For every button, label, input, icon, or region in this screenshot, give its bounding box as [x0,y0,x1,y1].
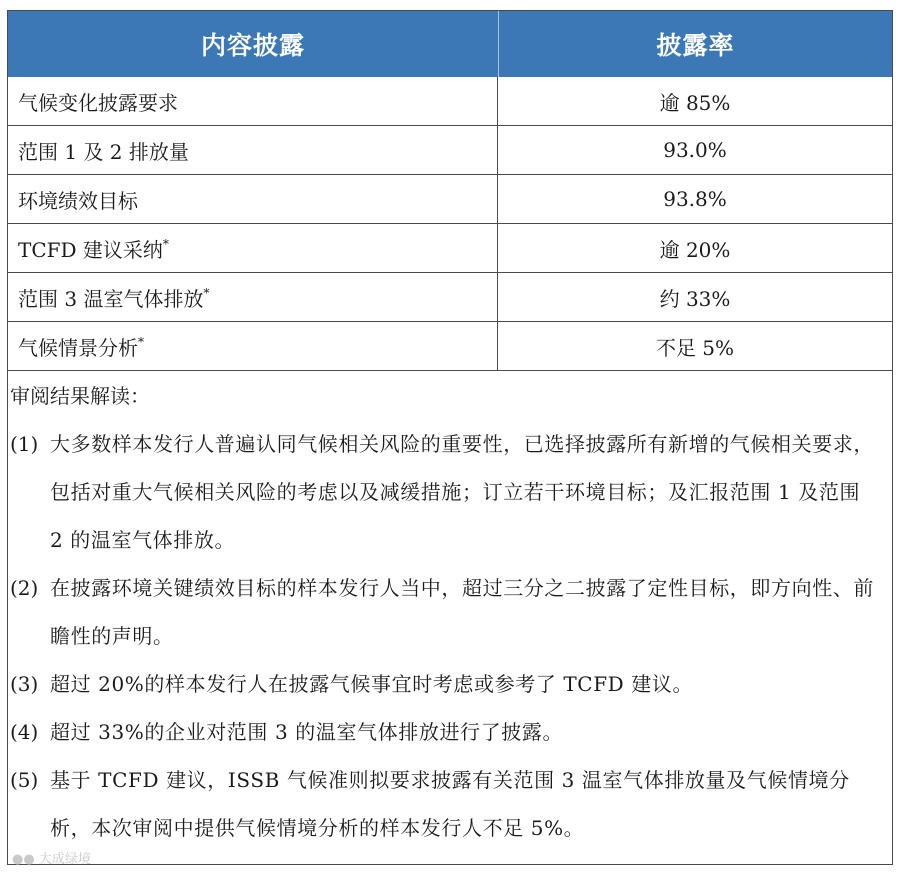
review-item-number: (2) [10,576,39,600]
row-item-label: 环境绩效目标 [18,188,138,213]
row-rate: 逾 85% [659,90,731,115]
header-content-disclosure: 内容披露 [8,11,499,77]
table-row [8,224,892,273]
row-rate: 93.8% [663,187,727,211]
row-item-label: 范围 1 及 2 排放量 [18,139,189,164]
footnote-mark: * [138,335,144,349]
table-row [8,126,892,175]
row-rate: 逾 20% [659,237,731,262]
review-item-text: 大多数样本发行人普遍认同气候相关风险的重要性，已选择披露所有新增的气候相关要求，包括对重大气候相关风险的考虑以及减缓措施；订立若干环境目标；及汇报范围 1 及范围 2 的温室气体排放。 [50,432,874,552]
table-header [8,11,892,77]
row-item-cell [8,175,498,223]
review-item [10,756,876,852]
table-row [8,322,892,371]
review-item-number: (1) [10,432,39,456]
header-disclosure-rate: 披露率 [656,31,735,60]
review-section [10,374,876,852]
footnote-mark: * [162,237,169,251]
review-item [10,420,876,564]
table-row [8,175,892,224]
row-item-label: TCFD 建议采纳 [18,237,163,262]
table-row [8,273,892,322]
row-item-cell [8,126,498,174]
row-item-label: 气候变化披露要求 [18,90,178,115]
review-item-text: 超过 33%的企业对范围 3 的温室气体排放进行了披露。 [50,720,564,744]
footnote-mark: * [203,286,210,300]
row-rate: 93.0% [663,138,727,162]
watermark-text: 大成绿境 [38,852,91,867]
review-item-text: 基于 TCFD 建议，ISSB 气候准则拟要求披露有关范围 3 温室气体排放量及气候情境分析，本次审阅中提供气候情境分析的样本发行人不足 5%。 [50,768,850,840]
review-item-number: (3) [10,672,39,696]
review-item [10,564,876,660]
row-item-cell [8,77,498,125]
table-body [8,77,892,371]
table-row [8,77,892,126]
row-item-cell [8,224,498,272]
wechat-icon: ●● [12,852,35,867]
review-item-number: (4) [10,720,39,744]
review-item [10,660,876,708]
review-item-number: (5) [10,768,39,792]
review-item [10,708,876,756]
row-item-label: 范围 3 温室气体排放 [18,286,204,311]
row-rate: 约 33% [659,286,731,311]
row-item-cell [8,273,498,321]
row-item-label: 气候情景分析 [18,335,138,360]
row-rate: 不足 5% [655,335,735,360]
row-item-cell [8,322,498,370]
review-title: 审阅结果解读： [10,384,150,408]
watermark [12,848,91,867]
review-item-text: 在披露环境关键绩效目标的样本发行人当中，超过三分之二披露了定性目标，即方向性、前瞻性的声明。 [50,576,874,648]
review-item-text: 超过 20%的样本发行人在披露气候事宜时考虑或参考了 TCFD 建议。 [50,672,694,696]
